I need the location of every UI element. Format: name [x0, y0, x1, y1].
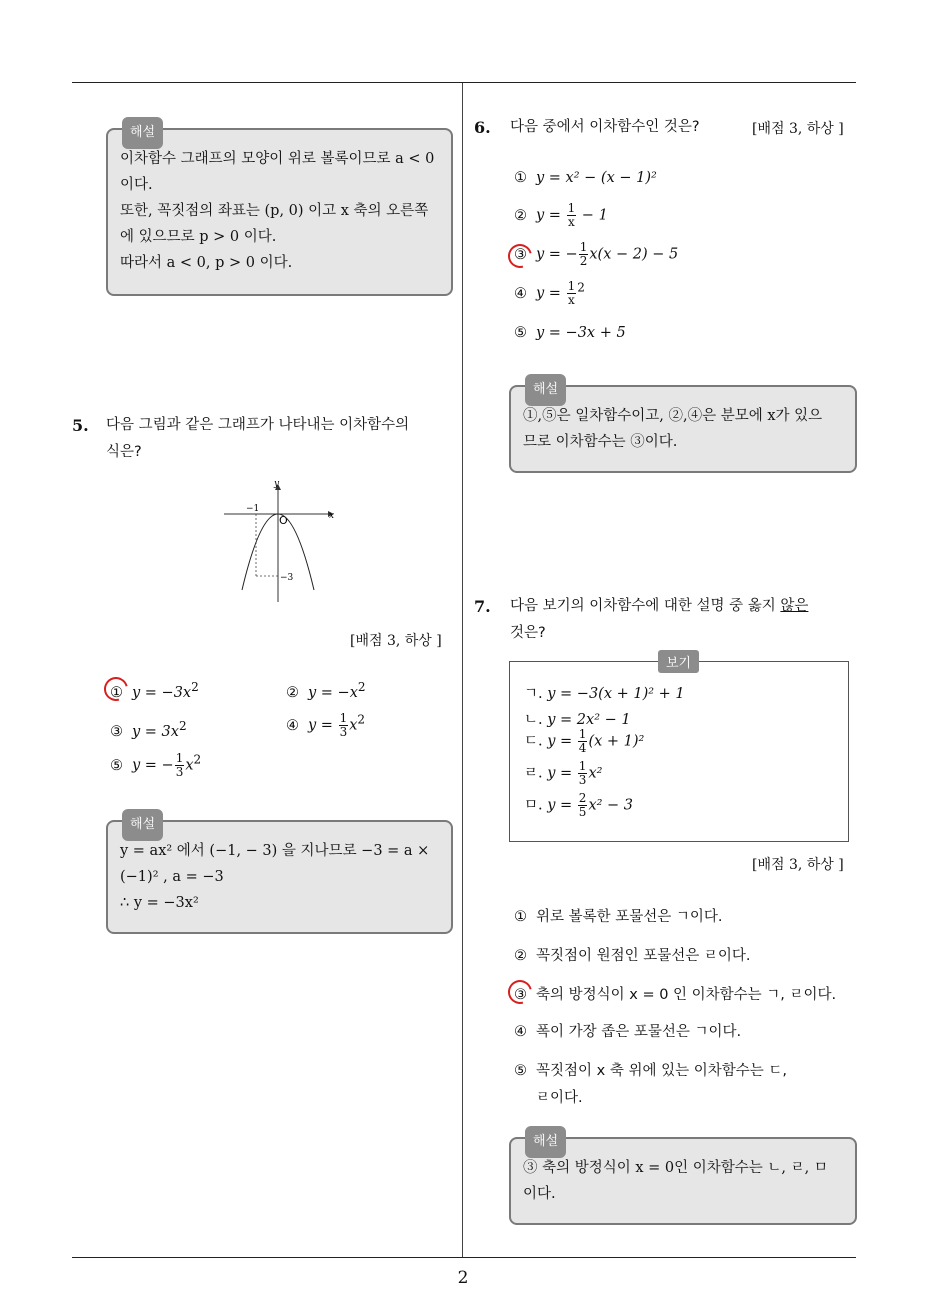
- question-5-line1: 다음 그림과 같은 그래프가 나타내는 이차함수의: [106, 417, 410, 433]
- q7-choice-1[interactable]: ① 위로 볼록한 포물선은 ㄱ이다.: [514, 909, 723, 925]
- fraction: $\frac{1}{x}$: [567, 279, 576, 307]
- q7-choice-5[interactable]: ⑤ 꼭짓점이 x 축 위에 있는 이차함수는 ㄷ, ㄹ이다.: [514, 1063, 787, 1106]
- q5-choice-3[interactable]: ③ $y = 3x^2$: [110, 719, 187, 740]
- q5-choice-1[interactable]: ① $y = -3x^2$: [110, 680, 199, 701]
- solution-tab: 해설: [525, 374, 566, 406]
- column-divider: [462, 83, 463, 1257]
- q5-choice-4[interactable]: ④ y = $\frac{1}{3}$ $x^2$: [286, 711, 366, 739]
- question-7-emphasis: 않은: [780, 598, 809, 614]
- question-6-points: [배점 3, 하상 ]: [752, 121, 844, 137]
- fraction: $\frac{1}{2}$: [579, 240, 588, 268]
- top-rule: [72, 82, 856, 83]
- solution-line: 이다.: [120, 177, 153, 193]
- question-5-solution-box: [106, 817, 453, 934]
- q7-choice-3[interactable]: ③ 축의 방정식이 x = 0 인 이차함수는 ㄱ, ㄹ이다.: [514, 987, 837, 1003]
- q6-choice-2[interactable]: ② y = $\frac{1}{x}$ − 1: [514, 201, 608, 229]
- bogi-tab: 보기: [658, 650, 699, 673]
- bogi-item: ㄱ. y = −3(x + 1)² + 1: [524, 686, 685, 702]
- solution-line: ③ 축의 방정식이 x = 0인 이차함수는 ㄴ, ㄹ, ㅁ: [523, 1160, 828, 1176]
- fraction: $\frac{1}{3}$: [339, 711, 348, 739]
- y-axis-label: y: [274, 479, 280, 489]
- question-7-points: [배점 3, 하상 ]: [752, 857, 844, 873]
- bogi-item: ㄴ. y = 2x² − 1: [524, 712, 631, 728]
- solution-line: y = ax² 에서 (−1, − 3) 을 지나므로 −3 = a ×: [120, 843, 430, 859]
- solution-tab: 해설: [122, 117, 163, 149]
- origin-label: O: [279, 514, 288, 527]
- solution-line: 므로 이차함수는 ③이다.: [523, 434, 678, 450]
- question-5-points: [배점 3, 하상 ]: [350, 633, 442, 649]
- question-7-number: 7.: [474, 597, 491, 616]
- q5-choice-5[interactable]: ⑤ y = − $\frac{1}{3}$ $x^2$: [110, 751, 202, 779]
- q6-choice-4[interactable]: ④ y = $\frac{1}{x}$ $^2$: [514, 279, 585, 307]
- minus3-label: −3: [280, 573, 294, 583]
- bogi-box: [509, 656, 849, 842]
- q6-choice-1[interactable]: ① y = x² − (x − 1)²: [514, 170, 657, 186]
- bogi-item: ㄹ. y = $\frac{1}{3}$ x²: [524, 759, 603, 787]
- question-5-graph: [222, 478, 342, 604]
- question-5-number: 5.: [72, 416, 89, 435]
- solution-line: ∴ y = −3x²: [120, 895, 199, 911]
- q6-choice-3[interactable]: ③ y = − $\frac{1}{2}$ x(x − 2) − 5: [514, 240, 679, 268]
- question-7-text: [510, 593, 808, 647]
- q5-choice-2[interactable]: ② $y = -x^2$: [286, 680, 366, 701]
- solution-tab: 해설: [525, 1126, 566, 1158]
- solution-line: 이차함수 그래프의 모양이 위로 볼록이므로 a < 0: [120, 151, 435, 167]
- q7-choice-2[interactable]: ② 꼭짓점이 원점인 포물선은 ㄹ이다.: [514, 948, 751, 964]
- bottom-rule: [72, 1257, 856, 1258]
- question-7-line2: 것은?: [510, 625, 546, 641]
- question-6-text: 다음 중에서 이차함수인 것은?: [510, 119, 700, 135]
- question-7-line1: 다음 보기의 이차함수에 대한 설명 중 옳지: [510, 598, 781, 614]
- bogi-item: ㄷ. y = $\frac{1}{4}$ (x + 1)²: [524, 727, 645, 755]
- solution-line: 에 있으므로 p > 0 이다.: [120, 229, 277, 245]
- solution-tab: 해설: [122, 809, 163, 841]
- x-axis-label: x: [329, 511, 335, 521]
- solution-line: 이다.: [523, 1186, 556, 1202]
- q7-choice-4[interactable]: ④ 폭이 가장 좁은 포물선은 ㄱ이다.: [514, 1024, 742, 1040]
- minus1-label: −1: [246, 504, 260, 514]
- fraction: $\frac{1}{x}$: [567, 201, 576, 229]
- question-6-solution-box: [509, 382, 857, 473]
- solution-line: (−1)² , a = −3: [120, 869, 224, 885]
- prev-solution-box: [106, 125, 453, 296]
- question-7-solution-box: [509, 1134, 857, 1225]
- solution-line: ①,⑤은 일차함수이고, ②,④은 분모에 x가 있으: [523, 408, 823, 424]
- q6-choice-5[interactable]: ⑤ y = −3x + 5: [514, 325, 626, 341]
- question-6-number: 6.: [474, 118, 491, 137]
- question-5-text: [106, 412, 409, 466]
- solution-line: 따라서 a < 0, p > 0 이다.: [120, 255, 293, 271]
- question-5-line2: 식은?: [106, 444, 142, 460]
- bogi-item: ㅁ. y = $\frac{2}{5}$ x² − 3: [524, 791, 634, 819]
- solution-line: 또한, 꼭짓점의 좌표는 (p, 0) 이고 x 축의 오른쪽: [120, 203, 429, 219]
- page-number: 2: [457, 1268, 469, 1288]
- fraction: $\frac{1}{3}$: [175, 751, 184, 779]
